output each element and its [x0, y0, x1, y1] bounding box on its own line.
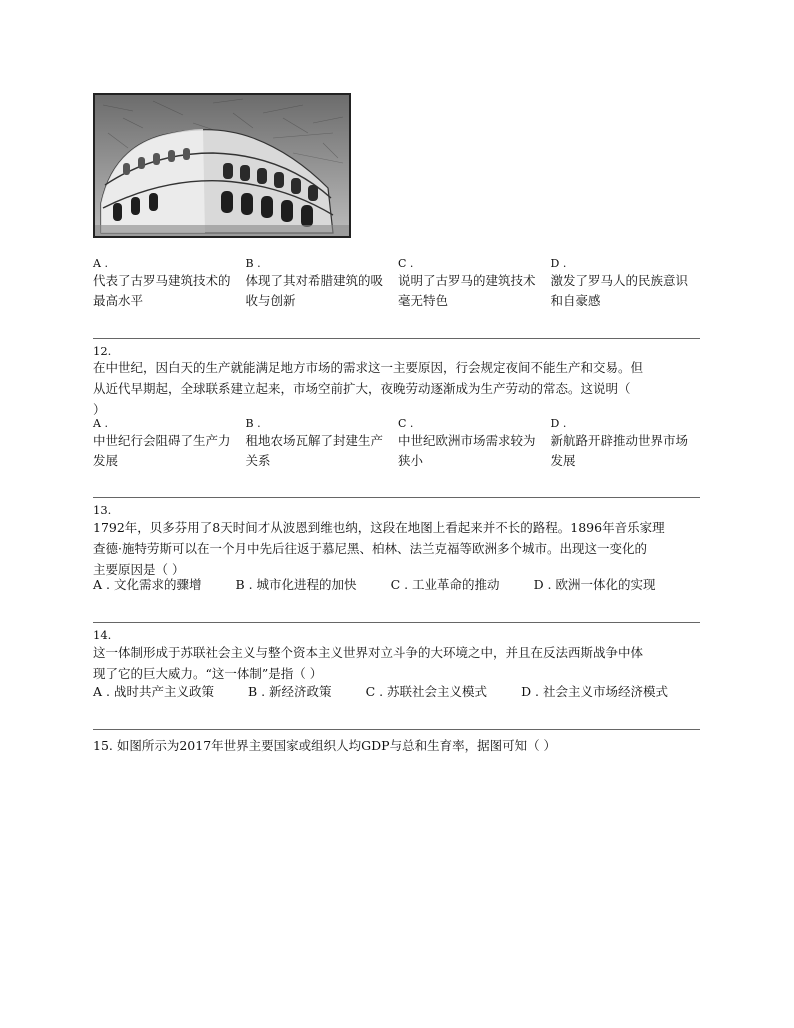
q12-number: 12.: [93, 344, 112, 358]
q12-option-d[interactable]: [551, 417, 704, 471]
option-text: 租地农场瓦解了封建生产 关系: [245, 433, 384, 468]
option-text: 体现了其对希腊建筑的吸 收与创新: [245, 273, 384, 308]
q12-option-b[interactable]: [246, 417, 399, 471]
q14-options: [93, 682, 702, 702]
q13-option-b[interactable]: B . 城市化进程的加快: [235, 577, 357, 592]
q14-option-b[interactable]: B . 新经济政策: [247, 684, 332, 699]
q13-number: 13.: [93, 503, 112, 517]
option-letter: B .: [245, 257, 261, 270]
divider: [93, 338, 700, 339]
option-letter: A .: [93, 257, 108, 270]
option-text: 说明了古罗马的建筑技术 毫无特色: [398, 273, 536, 308]
divider: [93, 497, 700, 498]
option-letter: C .: [398, 417, 414, 430]
q14-stem: 这一体制形成于苏联社会主义与整个资本主义世界对立斗争的大环境之中，并且在反法西斯战争中体 现了它的巨大威力。“这一体制”是指（ ）: [93, 645, 644, 681]
option-letter: C .: [398, 257, 414, 270]
q14-number: 14.: [93, 628, 112, 642]
q13-option-a[interactable]: A . 文化需求的骤增: [93, 577, 202, 592]
q12-options: [93, 417, 703, 471]
option-text: 中世纪欧洲市场需求较为 狭小: [398, 433, 536, 468]
q14-option-d[interactable]: D . 社会主义市场经济模式: [521, 684, 669, 699]
option-text: 代表了古罗马建筑技术的 最高水平: [93, 273, 231, 308]
colosseum-image: [93, 93, 351, 238]
q13-option-c[interactable]: C . 工业革命的推动: [390, 577, 500, 592]
q13-stem: 1792年，贝多芬用了8天时间才从波恩到维也纳，这段在地图上看起来并不长的路程。1896年音乐家理 查德·施特劳斯可以在一个月中先后往返于慕尼黑、柏林、法兰克福等欧洲多个城市。出现这一变化的 主要原因是（ ）: [93, 520, 665, 577]
option-letter: B .: [245, 417, 261, 430]
q11-options: [93, 257, 703, 311]
q11-option-a[interactable]: [93, 257, 246, 311]
q12-option-a[interactable]: [93, 417, 246, 471]
option-letter: D .: [550, 417, 567, 430]
q12-stem: 在中世纪，因白天的生产就能满足地方市场的需求这一主要原因，行会规定夜间不能生产和交易。但 从近代早期起，全球联系建立起来，市场空前扩大，夜晚劳动逐渐成为生产劳动的常态。这说明（ ）: [93, 360, 644, 417]
q11-option-c[interactable]: [398, 257, 551, 311]
option-text: 中世纪行会阻碍了生产力 发展: [93, 433, 231, 468]
q14-option-c[interactable]: C . 苏联社会主义模式: [365, 684, 488, 699]
q12-option-c[interactable]: [398, 417, 551, 471]
q13-option-d[interactable]: D . 欧洲一体化的实现: [533, 577, 656, 592]
q14-option-a[interactable]: A . 战时共产主义政策: [93, 684, 214, 699]
option-letter: D .: [550, 257, 567, 270]
q11-option-b[interactable]: [246, 257, 399, 311]
option-letter: A .: [93, 417, 108, 430]
q15-stem: 15. 如图所示为2017年世界主要国家或组织人均GDP与总和生育率，据图可知（ ）: [93, 738, 557, 753]
divider: [93, 729, 700, 730]
q13-options: [93, 575, 690, 595]
option-text: 新航路开辟推动世界市场 发展: [550, 433, 689, 468]
colosseum-photo: [93, 93, 351, 238]
divider: [93, 622, 700, 623]
q11-option-d[interactable]: [551, 257, 704, 311]
option-text: 激发了罗马人的民族意识 和自豪感: [550, 273, 689, 308]
